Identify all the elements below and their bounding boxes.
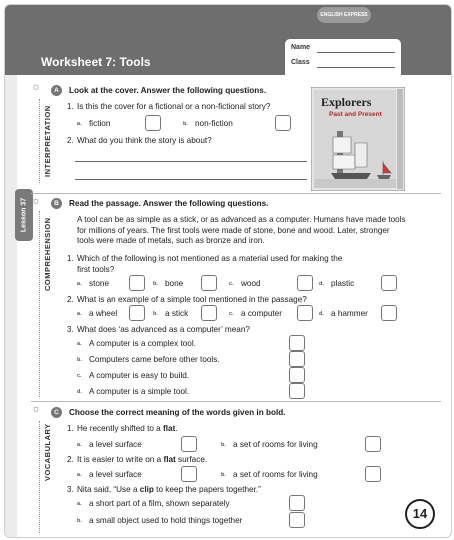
section-b-badge: B (51, 198, 62, 209)
section-a-rule (39, 99, 40, 183)
option-letter: d. (77, 389, 82, 395)
option-letter: a. (77, 472, 82, 478)
section-a-label: INTERPRETATION (43, 105, 52, 177)
question-number: 1. (67, 102, 74, 111)
answer-checkbox[interactable] (201, 275, 217, 291)
answer-checkbox[interactable] (145, 115, 161, 131)
section-c-rule (39, 421, 40, 533)
option-text: a computer (241, 309, 282, 318)
answer-checkbox[interactable] (289, 512, 305, 528)
option-text: a set of rooms for living (233, 470, 318, 479)
option-text: stone (89, 279, 110, 288)
option-text: a set of rooms for living (233, 440, 318, 449)
answer-checkbox[interactable] (289, 351, 305, 367)
question-text: Is this the cover for a fictional or a non-fictional story? (77, 102, 271, 111)
name-label: Name (291, 44, 311, 51)
option-text: Computers came before other tools. (89, 355, 220, 364)
worksheet-page (4, 4, 452, 538)
option-letter: d. (319, 311, 324, 317)
answer-checkbox[interactable] (289, 495, 305, 511)
header-bar (5, 5, 451, 75)
option-letter: c. (229, 311, 234, 317)
answer-checkbox[interactable] (365, 466, 381, 482)
option-letter: b. (77, 518, 82, 524)
lightbulb-icon: ☼ (31, 195, 42, 207)
answer-checkbox[interactable] (181, 466, 197, 482)
option-letter: b. (153, 281, 158, 287)
option-letter: a. (77, 442, 82, 448)
option-text: A computer is a simple tool. (89, 387, 190, 396)
option-letter: b. (221, 442, 226, 448)
answer-checkbox[interactable] (201, 305, 217, 321)
option-text: fiction (89, 119, 111, 128)
option-text: a small object used to hold things together (89, 516, 243, 525)
option-letter: a. (77, 311, 82, 317)
option-text: non-fiction (195, 119, 233, 128)
section-b-instruction: Read the passage. Answer the following questions. (69, 199, 269, 208)
question-text: Which of the following is not mentioned as a material used for making the (77, 254, 343, 263)
question-number: 1. (67, 424, 74, 433)
lesson-tab: Lesson 37 (15, 189, 33, 241)
question-text: He recently shifted to a flat. (77, 424, 178, 433)
option-letter: b. (221, 472, 226, 478)
option-text: a level surface (89, 440, 142, 449)
section-a-badge: A (51, 85, 62, 96)
class-field[interactable] (317, 67, 395, 68)
answer-checkbox[interactable] (289, 335, 305, 351)
answer-checkbox[interactable] (289, 367, 305, 383)
question-text: What does ‘as advanced as a computer’ mean? (77, 325, 250, 334)
option-text: a stick (165, 309, 189, 318)
option-letter: d. (319, 281, 324, 287)
book-title: Explorers (321, 95, 372, 109)
answer-checkbox[interactable] (181, 436, 197, 452)
section-b-label: COMPREHENSION (43, 217, 52, 291)
section-divider (31, 401, 441, 402)
page-number: 14 (405, 499, 435, 529)
section-a-instruction: Look at the cover. Answer the following questions. (69, 86, 267, 95)
question-text: What do you think the story is about? (77, 136, 212, 145)
option-letter: b. (183, 121, 188, 127)
option-text: plastic (331, 279, 355, 288)
option-text: a wheel (89, 309, 118, 318)
option-letter: a. (77, 341, 82, 347)
question-text: first tools? (77, 265, 115, 274)
lightbulb-icon: ☼ (31, 81, 42, 93)
option-text: wood (241, 279, 261, 288)
option-letter: a. (77, 501, 82, 507)
question-text: It is easier to write on a flat surface. (77, 455, 208, 464)
answer-checkbox[interactable] (297, 275, 313, 291)
question-number: 1. (67, 254, 74, 263)
option-text: A computer is a complex tool. (89, 339, 196, 348)
question-number: 2. (67, 455, 74, 464)
answer-checkbox[interactable] (381, 305, 397, 321)
option-text: a level surface (89, 470, 142, 479)
section-c-label: VOCABULARY (43, 423, 52, 481)
publisher-logo: ENGLISH EXPRESS (317, 7, 371, 23)
question-number: 3. (67, 485, 74, 494)
option-letter: a. (77, 121, 82, 127)
option-letter: b. (77, 357, 82, 363)
option-text: A computer is easy to build. (89, 371, 190, 380)
option-text: a hammer (331, 309, 368, 318)
answer-checkbox[interactable] (129, 275, 145, 291)
option-letter: c. (229, 281, 234, 287)
section-b-rule (39, 211, 40, 397)
book-subtitle: Past and Present (329, 111, 382, 118)
name-field[interactable] (317, 52, 395, 53)
section-c-instruction: Choose the correct meaning of the words given in bold. (69, 408, 286, 417)
option-text: a short part of a film, shown separately (89, 499, 230, 508)
question-text: What is an example of a simple tool mentioned in the passage? (77, 295, 307, 304)
page-title: Worksheet 7: Tools (41, 55, 151, 69)
question-number: 3. (67, 325, 74, 334)
answer-checkbox[interactable] (297, 305, 313, 321)
question-number: 2. (67, 136, 74, 145)
option-letter: a. (77, 281, 82, 287)
answer-line[interactable] (75, 179, 307, 180)
reading-passage: A tool can be as simple as a stick, or as advanced as a computer. Humans have made tools for millions of years. The first tools were made of stone, bone and wood. Later, stronger tools were made of metals, such as bronze and iron. (77, 215, 406, 245)
name-class-box (285, 39, 401, 75)
answer-checkbox[interactable] (275, 115, 291, 131)
option-letter: c. (77, 373, 82, 379)
class-label: Class (291, 59, 310, 66)
left-margin-band (5, 75, 17, 537)
section-divider (31, 193, 441, 194)
answer-checkbox[interactable] (129, 305, 145, 321)
answer-line[interactable] (75, 161, 307, 162)
option-letter: b. (153, 311, 158, 317)
lightbulb-icon: ☼ (31, 403, 42, 415)
question-text: Nita said, “Use a clip to keep the papers together.” (77, 485, 261, 494)
answer-checkbox[interactable] (289, 383, 305, 399)
option-text: bone (165, 279, 184, 288)
question-number: 2. (67, 295, 74, 304)
answer-checkbox[interactable] (381, 275, 397, 291)
answer-checkbox[interactable] (365, 436, 381, 452)
section-c-badge: C (51, 407, 62, 418)
